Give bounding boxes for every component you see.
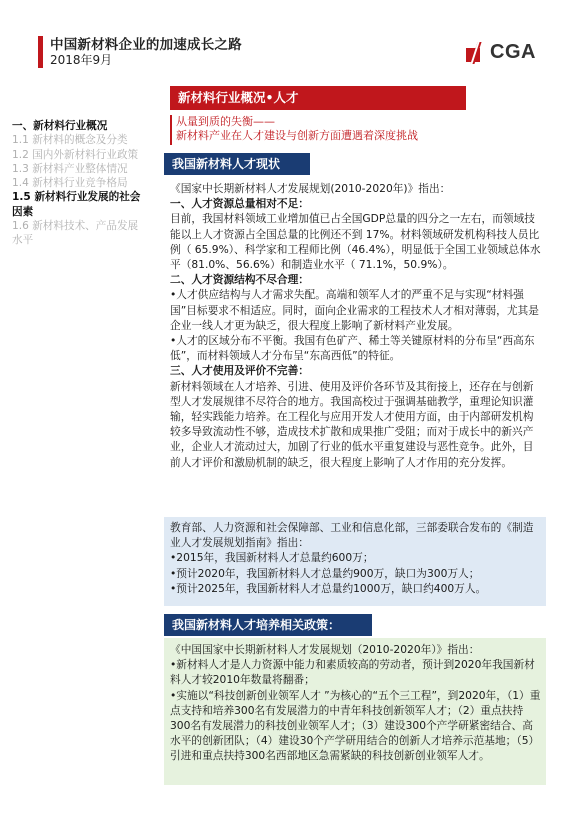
- toc-item-1-5-active[interactable]: 1.5 新材料行业发展的社会因素: [12, 191, 141, 218]
- point-1-body: 目前，我国材料领域工业增加值已占全国GDP总量的四分之一左右，而领域技能以上人才资源占全国总量的比例还不到 17%。材料领域研发机构科技人员比例（ 65.9%）、科学家和工程师比例（46.4%），明显低于全国工业领域总体水平（81.0%、56.6%）和制造业水平（ 71.1%，50.9%）。: [170, 212, 541, 272]
- talent-status-heading: 我国新材料人才现状: [164, 153, 310, 175]
- header-accent-bar: [38, 36, 43, 68]
- section-title-banner: 新材料行业概况•人才: [170, 86, 466, 110]
- report-date: 2018年9月: [50, 53, 113, 67]
- talent-policy-text: [170, 642, 542, 764]
- subtitle-accent-line: [170, 115, 172, 145]
- point-2-bullet-2: •人才的区域分布不平衡。我国有色矿产、稀土等关键原材料的分布呈“西高东低”，而材料领域人才分布呈“东高西低”的特征。: [170, 334, 535, 363]
- talent-policy-heading: 我国新材料人才培养相关政策：: [164, 614, 372, 636]
- toc-item-1-3[interactable]: 1.3 新材料产业整体情况: [12, 162, 128, 175]
- section-subtitle: [176, 115, 418, 143]
- report-title: 中国新材料企业的加速成长之路: [50, 37, 242, 53]
- subtitle-line-1: 从量到质的失衡——: [176, 115, 275, 128]
- subtitle-line-2: 新材料产业在人才建设与创新方面遭遇着深度挑战: [176, 129, 418, 142]
- cga-logo-mark-icon: [466, 42, 486, 64]
- point-2-bullet-1: •人才供应结构与人才需求失配。高端和领军人才的严重不足与实现“材料强国”目标要求不相适应。同时，面向企业需求的工程技术人才相对薄弱，尤其是企业一线人才更为缺乏，很大程度上影响了新材料产业发展。: [170, 288, 539, 332]
- policy-item-1: •新材料人才是人力资源中能力和素质较高的劳动者，预计到2020年我国新材料人才较2010年数量将翻番；: [170, 658, 535, 687]
- point-2-heading: 二、人才资源结构不尽合理：: [170, 273, 309, 287]
- toc-item-overview[interactable]: 一、新材料行业概况: [12, 120, 108, 132]
- policy-item-2: •实施以“科技创新创业领军人才 ”为核心的“五个三工程”，到2020年，（1）重点支持和培养300名有发展潜力的中青年科技创新领军人才；（2）重点扶持300名有发展潜力的科技创业领军人才；（3）建设300个产学研紧密结合、高水平的创新团队；（4）建设30个产学研用结合的创新人才培养示范基地；（5）引进和重点扶持300名西部地区急需紧缺的科技创新创业领军人才。: [170, 688, 541, 763]
- point-3-body: 新材料领域在人才培养、引进、使用及评价各环节及其衔接上，还存在与创新型人才发展规律不尽符合的地方。我国高校过于强调基础教学，重理论知识灌输，轻实践能力培养。在工程化与应用开发人才使用方面，由于内部研发机构较多导致流动性不够，造成技术扩散和成果推广受阻；而对于成长中的新兴产业，企业人才流动过大，加剧了行业的低水平重复建设与恶性竞争。此外，目前人才评价和激励机制的缺乏，很大程度上影响了人才作用的充分发挥。: [170, 379, 534, 469]
- guide-intro: 教育部、人力资源和社会保障部、工业和信息化部，三部委联合发布的《制造业人才发展规划指南》指出：: [170, 521, 534, 550]
- toc-item-1-4[interactable]: 1.4 新材料行业竞争格局: [12, 177, 128, 190]
- cga-logo: [466, 41, 536, 64]
- toc-item-1-6[interactable]: 1.6 新材料技术、产品发展水平: [12, 220, 139, 247]
- toc-item-1-2[interactable]: 1.2 国内外新材料行业政策: [12, 148, 139, 161]
- logo-text: CGA: [490, 41, 536, 63]
- guide-item-2015: •2015年，我国新材料人才总量约600万；: [170, 551, 374, 565]
- point-3-heading: 三、人才使用及评价不完善：: [170, 364, 309, 378]
- policy-citation: 《国家中长期新材料人才发展规划(2010-2020年)》指出：: [170, 182, 451, 195]
- guide-item-2025: •预计2025年，我国新材料人才总量约1000万，缺口约400万人。: [170, 581, 487, 595]
- policy-intro: 《中国国家中长期新材料人才发展规划（2010-2020年）》指出：: [170, 643, 480, 656]
- talent-status-body: [170, 181, 544, 470]
- guide-item-2020: •预计2020年，我国新材料人才总量约900万，缺口为300万人；: [170, 566, 480, 580]
- toc-item-1-1[interactable]: 1.1 新材料的概念及分类: [12, 134, 128, 147]
- point-1-heading: 一、人才资源总量相对不足：: [170, 197, 309, 211]
- sidebar-toc: [12, 119, 147, 248]
- manufacturing-talent-guide-text: [170, 520, 542, 596]
